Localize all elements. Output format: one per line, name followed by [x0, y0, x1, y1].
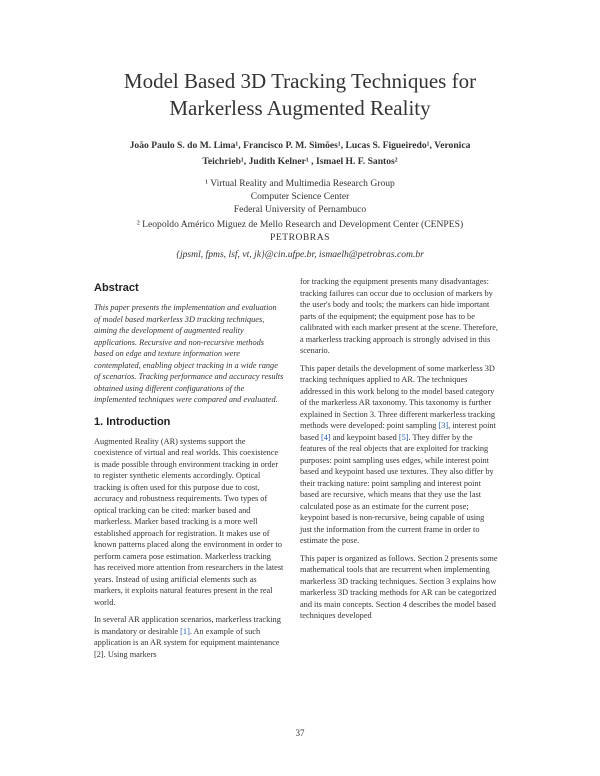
citation-link[interactable]: [3]: [438, 421, 449, 430]
right-p2-text-a: This paper details the development of some markerless 3D tracking techniques applied to AR. The techniques addressed in this work belong to the model based category of the markerless AR taxonomy. This taxonomy is further explained in Section 3. Three different markerless tracking methods were developed: point sampling: [300, 363, 496, 430]
intro-p2-text-b: . An example of such application is an AR system for equipment maintenance [2]. Using markers: [94, 626, 280, 659]
affiliation-1-line-1: ¹ Virtual Reality and Multimedia Research Group: [205, 178, 395, 189]
intro-heading: 1. Introduction: [94, 415, 171, 428]
right-paragraph-2: [300, 363, 498, 547]
title-line-2: Markerless Augmented Reality: [169, 96, 431, 120]
right-paragraph-1: for tracking the equipment presents many disadvantages: tracking failures can occur due to occlusion of markers by the user's body and tools; the markers can hide important parts of the equipment; the equipment pose has to be calibrated with each marker present at the scene. Therefore, a markerless tracking approach is strongly advised in this scenario.: [300, 277, 498, 355]
intro-p2-text-a: In several AR application scenarios, markerless tracking is mandatory or desirable: [94, 615, 281, 636]
affiliation-2-line-1: ² Leopoldo Américo Miguez de Mello Research and Development Center (CENPES): [136, 219, 464, 230]
affiliation-2: [0, 218, 600, 244]
affiliation-1-line-3: Federal University of Pernambuco: [233, 204, 367, 215]
affiliation-1: [0, 177, 600, 216]
intro-paragraph-2: [94, 614, 284, 660]
right-p2-text-d: . They differ by the features of the real objects that are exploited for tracking purposes: point sampling uses edges, while interest point based and keypoint based use textures. They also differ by their tracking nature: point sampling and interest point based are recursive, which means that they use the last calculated pose as an estimate for the current pose; keypoint based is non-recursive, being capable of using just the information from the current frame in order to estimate the pose.: [300, 432, 494, 545]
citation-link[interactable]: [1]: [180, 626, 190, 636]
abstract-text: This paper presents the implementation and evaluation of model based markerless 3D tracking techniques, aiming the development of augmented reality applications. Recursive and non-recursive methods based on edge and texture information were contemplated, enabling object tracking in a wide range of scenarios. Tracking performance and accuracy results obtained using different configurations of the implemented techniques were compared and evaluated.: [94, 303, 284, 404]
right-p2-text-b: , interest point based: [300, 421, 496, 442]
abstract-heading: Abstract: [94, 282, 139, 294]
intro-paragraph-1: Augmented Reality (AR) systems support the coexistence of virtual and real worlds. This coexistence is made possible through environment tracking in order to register synthetic elements accordingly. Optical tracking is often used for this purpose due to cost, accuracy and robustness requirements. Two types of optical tracking can be cited: marker based and markerless. Marker based tracking is a more well established approach for registration. It makes use of known patterns placed along the environment in order to perform camera pose estimation. Markerless tracking has received more attention from researchers in the latest years. Instead of using artificial elements such as markers, it exploits natural features present in the real world.: [94, 436, 284, 607]
citation-link[interactable]: [5]: [398, 432, 409, 442]
authors-line-2: Teichrieb¹, Judith Kelner¹ , Ismael H. F. Santos²: [202, 156, 398, 167]
right-p2-text-c: and keypoint based: [330, 432, 399, 442]
left-column: [94, 282, 284, 666]
paper-title: [0, 68, 600, 122]
author-emails: {jpsml, fpms, lsf, vt, jk}@cin.ufpe.br, ismaelh@petrobras.com.br: [176, 249, 424, 260]
affiliation-2-line-2: PETROBRAS: [270, 232, 330, 243]
page-number: 37: [295, 728, 305, 738]
title-line-1: Model Based 3D Tracking Techniques for: [123, 69, 477, 93]
right-column: [300, 276, 498, 628]
authors-line-1: João Paulo S. do M. Lima¹, Francisco P. M. Simões¹, Lucas S. Figueiredo¹, Veronica: [129, 140, 471, 151]
citation-link[interactable]: [4]: [320, 432, 331, 442]
affiliation-1-line-2: Computer Science Center: [250, 191, 350, 202]
authors: [110, 138, 490, 170]
right-paragraph-3: This paper is organized as follows. Section 2 presents some mathematical tools that are recurrent when implementing markerless 3D tracking techniques. Section 3 explains how markerless 3D tracking methods for AR can be categorized and its main concepts. Section 4 describes the model based techniques developed: [300, 553, 498, 620]
